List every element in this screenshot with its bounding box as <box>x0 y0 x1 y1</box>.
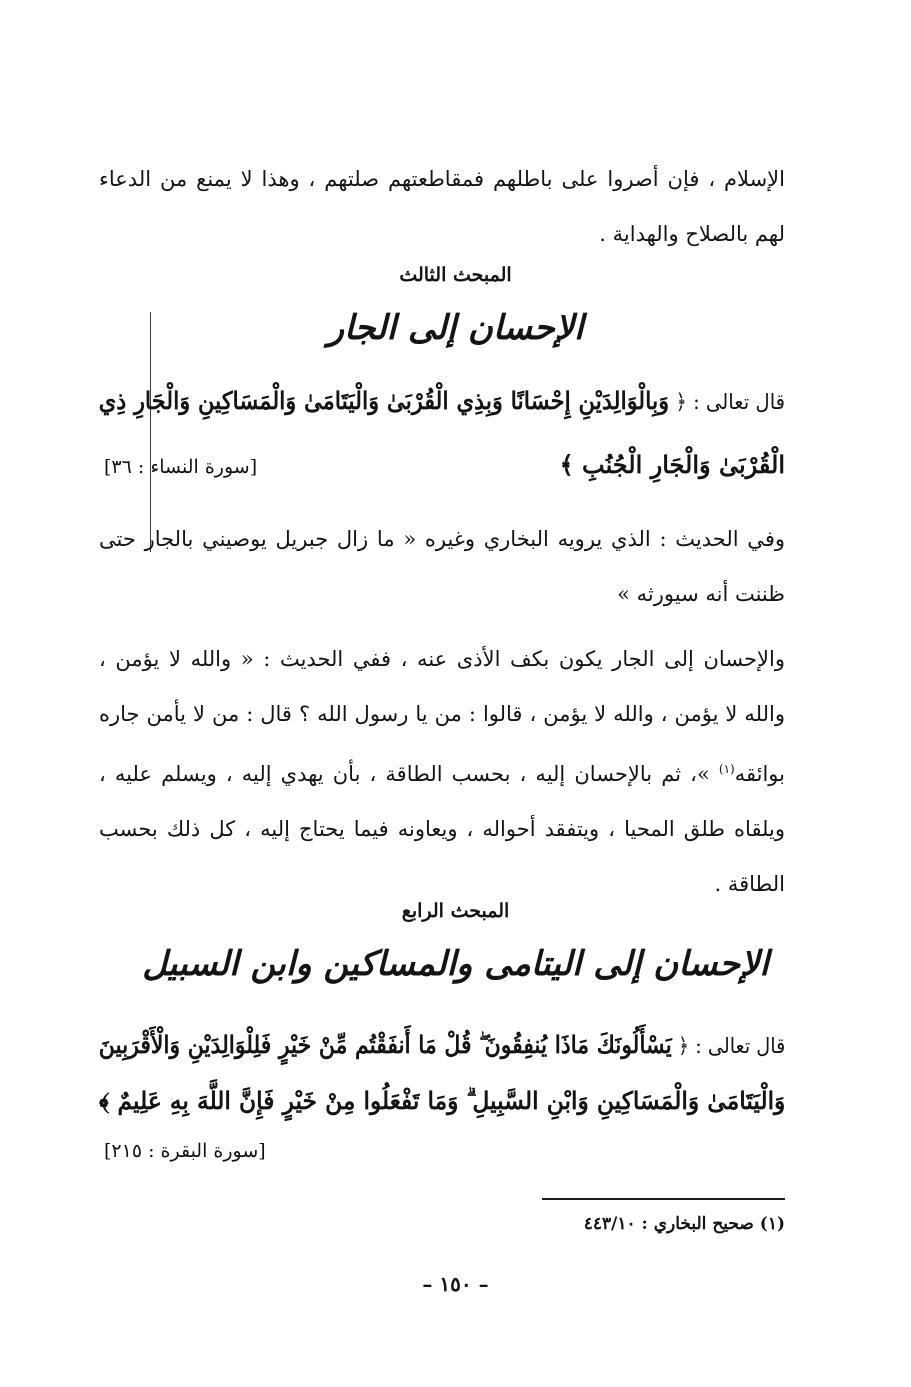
ihsan-jar-paragraph <box>99 632 785 912</box>
section3-label: المبحث الثالث <box>399 264 512 286</box>
section4-verse-text2: وَالْيَتَامَىٰ وَالْمَسَاكِينِ وَابْنِ السَّبِيلِ ۗ وَمَا تَفْعَلُوا مِنْ خَيْرٍ فَإِنَّ اللَّهَ بِهِ عَلِيمٌ ﴾ <box>98 1086 785 1115</box>
section4-reference: [سورة البقرة : ٢١٥] <box>104 1140 266 1162</box>
section3-verse-text1: وَبِالْوَالِدَيْنِ إِحْسَانًا وَبِذِي الْقُرْبَىٰ وَالْيَتَامَىٰ وَالْمَسَاكِينِ وَالْجَارِ ذِي <box>98 386 669 415</box>
section3-title: الإحسان إلى الجار <box>327 308 584 348</box>
intro-paragraph: الإسلام ، فإن أصروا على باطلهم فمقاطعتهم صلتهم ، وهذا لا يمنع من الدعاء لهم بالصلاح والهداية . <box>99 167 785 246</box>
footnote-divider <box>542 1198 785 1200</box>
section3-verse-intro: قال تعالى : ﴿ <box>675 390 785 414</box>
section4-verse-line2 <box>99 1086 785 1115</box>
hadith-paragraph: وفي الحديث : الذي يرويه البخاري وغيره « ما زال جبريل يوصيني بالجار حتى ظننت أنه سيورثه » <box>99 527 785 606</box>
section4-verse-text1: يَسْأَلُونَكَ مَاذَا يُنفِقُونَ ۖ قُلْ مَا أَنفَقْتُم مِّنْ خَيْرٍ فَلِلْوَالِدَيْنِ وَالْأَقْرَبِينَ <box>98 1030 672 1059</box>
section4-verse-intro: قال تعالى : ﴿ <box>677 1034 785 1058</box>
section3-verse-text2: الْقُرْبَىٰ وَالْجَارِ الْجُنُبِ ﴾ <box>559 450 785 479</box>
ihsan-jar-text1: والإحسان إلى الجار يكون بكف الأذى عنه ، ففي الحديث : « والله لا يؤمن ، والله لا يؤمن ، والله لا يؤمن ، قالوا : من يا رسول الله ؟ قال : من لا يأمن جاره بوائقه <box>99 647 785 786</box>
section3-verse-line2 <box>560 450 785 479</box>
footnote-reference: (١) <box>718 762 735 776</box>
footnote-text: (١) صحيح البخاري : ٤٤٣/١٠ <box>583 1214 785 1234</box>
section3-reference: [سورة النساء : ٣٦] <box>104 456 258 478</box>
section4-label: المبحث الرابع <box>401 900 510 922</box>
section3-verse-line1 <box>99 386 785 415</box>
page-number: – ١٥٠ – <box>422 1272 489 1296</box>
section4-verse-line1 <box>98 1030 785 1059</box>
section4-title: الإحسان إلى اليتامى والمساكين وابن السبيل <box>142 944 769 984</box>
ihsan-jar-text2: »، ثم بالإحسان إليه ، بحسب الطاقة ، بأن يهدي إليه ، ويسلم عليه ، ويلقاه طلق المحيا ، ويتفقد أحواله ، ويعاونه فيما يحتاج إليه ، كل ذلك بحسب الطاقة . <box>99 762 785 896</box>
